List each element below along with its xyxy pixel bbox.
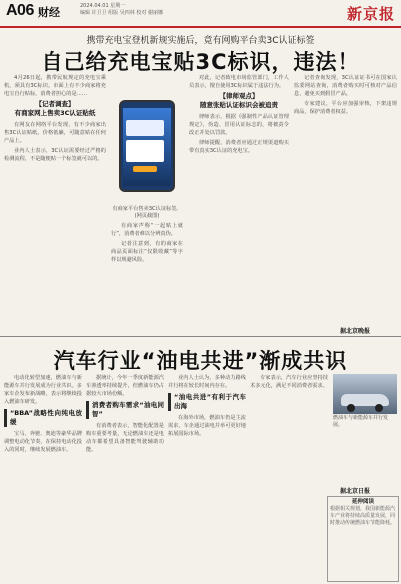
story2-photo-caption: 燃油车与新能源车并行发展。 [333,415,389,428]
story1-headline: 自己给充电宝贴3C标识，违法！ [41,50,360,74]
editor-line: 编辑 许卫卫 组版 吴四林 校对 谢丽娜 [80,10,163,16]
paragraph: 记者注意到，有的商家在商品页面标注“仅限收藏”等字样以规避风险。 [111,241,183,263]
page-code: A06 [6,2,34,19]
issue-meta [80,3,163,17]
paragraph: 业内人士认为，多种动力路线并行将在较长时间内存在。 [168,375,246,389]
paragraph: 律师表示，根据《强制性产品认证管理规定》，伪造、冒用认证标志的，将被责令改正并处以罚款。 [189,114,289,136]
story1-photo-caption: 有商家平台售卖3C认证标签。(网页截图) [112,206,182,219]
paragraph: 专家建议，平台应加强审核，下架违规商品，保护消费者权益。 [294,101,397,115]
paragraph: 记者查询发现，3C认证证书可在国家认监委网站查询，消费者购买时可核对产品信息，避免买到假冒产品。 [294,75,397,97]
paragraph: 在海外市场，燃油车仍是主流需求，车企通过油电并举可更好地拓展国际市场。 [168,415,246,437]
sidebar-box-text: 根据相关规划，我国新能源汽车产业将持续高质量发展，同时推动传统燃油车节能降耗。 [330,506,396,526]
masthead [0,0,401,28]
paragraph: 律师提醒，消费者应通过正规渠道购买带有真实3C认证的充电宝。 [189,140,289,154]
paragraph: 专家表示，汽车行业应坚持技术多元化，满足不同消费者需求。 [250,375,328,389]
story1-col2 [111,222,183,332]
story2-col2 [86,374,164,580]
story2-col3 [168,374,246,580]
story1-col1 [4,74,106,332]
paragraph: 电动化转型加速，燃油车与新能源车并行发展成为行业共识。多家车企发布新战略，表示将继续投入燃油车研发。 [4,375,82,405]
story2-subhead-1: “BBA”战略性向纯电放缓 [4,409,82,427]
paragraph: 有网友在网络平台发现，有不少商家出售3C认证贴纸，价格低廉，可随意贴在任何产品上。 [4,122,106,144]
paragraph: 宝马、奔驰、奥迪等豪华品牌调整电动化节奏，在保持电动化投入的同时，继续发展燃油车。 [4,431,82,453]
sidebar-box [327,496,399,582]
phone-image [119,100,175,192]
story2-subhead-2: 消费者购车需求“油电同智” [86,401,164,419]
paragraph: 对此，记者致电市场监管部门，工作人员表示，擅自使用3C标识属于违法行为。 [189,75,289,89]
story2-photo [333,374,397,414]
paragraph: 4月26日起，携带民航规定的充电宝乘机，须具有3C标识。市面上有不少商家将充电宝自行贴标，消费者担心的是…… [4,75,106,97]
story2-headline: 汽车行业“油电共进”渐成共识 [53,349,348,373]
story1-photo [111,100,183,205]
story1-col4 [294,74,397,324]
section-name: 财经 [38,6,60,19]
story1-kicker: 携带充电宝登机新规实施后，竟有网购平台卖3C认证标签 [86,36,315,46]
story2-subhead-3: “油电共进”有利于汽车出海 [168,393,246,411]
story1-subhead-1: 【记者调查】 有商家网上售卖3C认证贴纸 [14,100,96,117]
newspaper-logo: 新京报 [346,5,395,23]
story1-subhead-2: 【律师观点】 随意张贴认证标识会被追责 [200,92,278,109]
paragraph: 据统计，今年一季度新能源汽车渗透率持续提升，但燃油车仍占据较大市场份额。 [86,375,164,397]
issue-date: 2024.04.01 星期一 [80,3,126,9]
paragraph: 有商家声称“一起贴上就行”，消费者难以分辨真伪。 [111,223,183,237]
story1-byline: 据北京晚报 [340,328,371,335]
sidebar-box-title: 延伸阅读 [351,499,374,505]
story2-col4 [250,374,328,580]
paragraph: 有消费者表示，智能化配置是购车重要考量，无论燃油车还是电动车都希望具备智能驾驶辅助功能。 [86,423,164,453]
story1-col3 [189,74,289,332]
paragraph: 业内人士表示，3C认证需要经过严格的检测流程，不是随便贴一个标签就可以的。 [4,148,106,162]
section-divider [0,336,401,337]
story2-byline: 据北京日报 [340,488,371,495]
story2-col1 [4,374,82,580]
